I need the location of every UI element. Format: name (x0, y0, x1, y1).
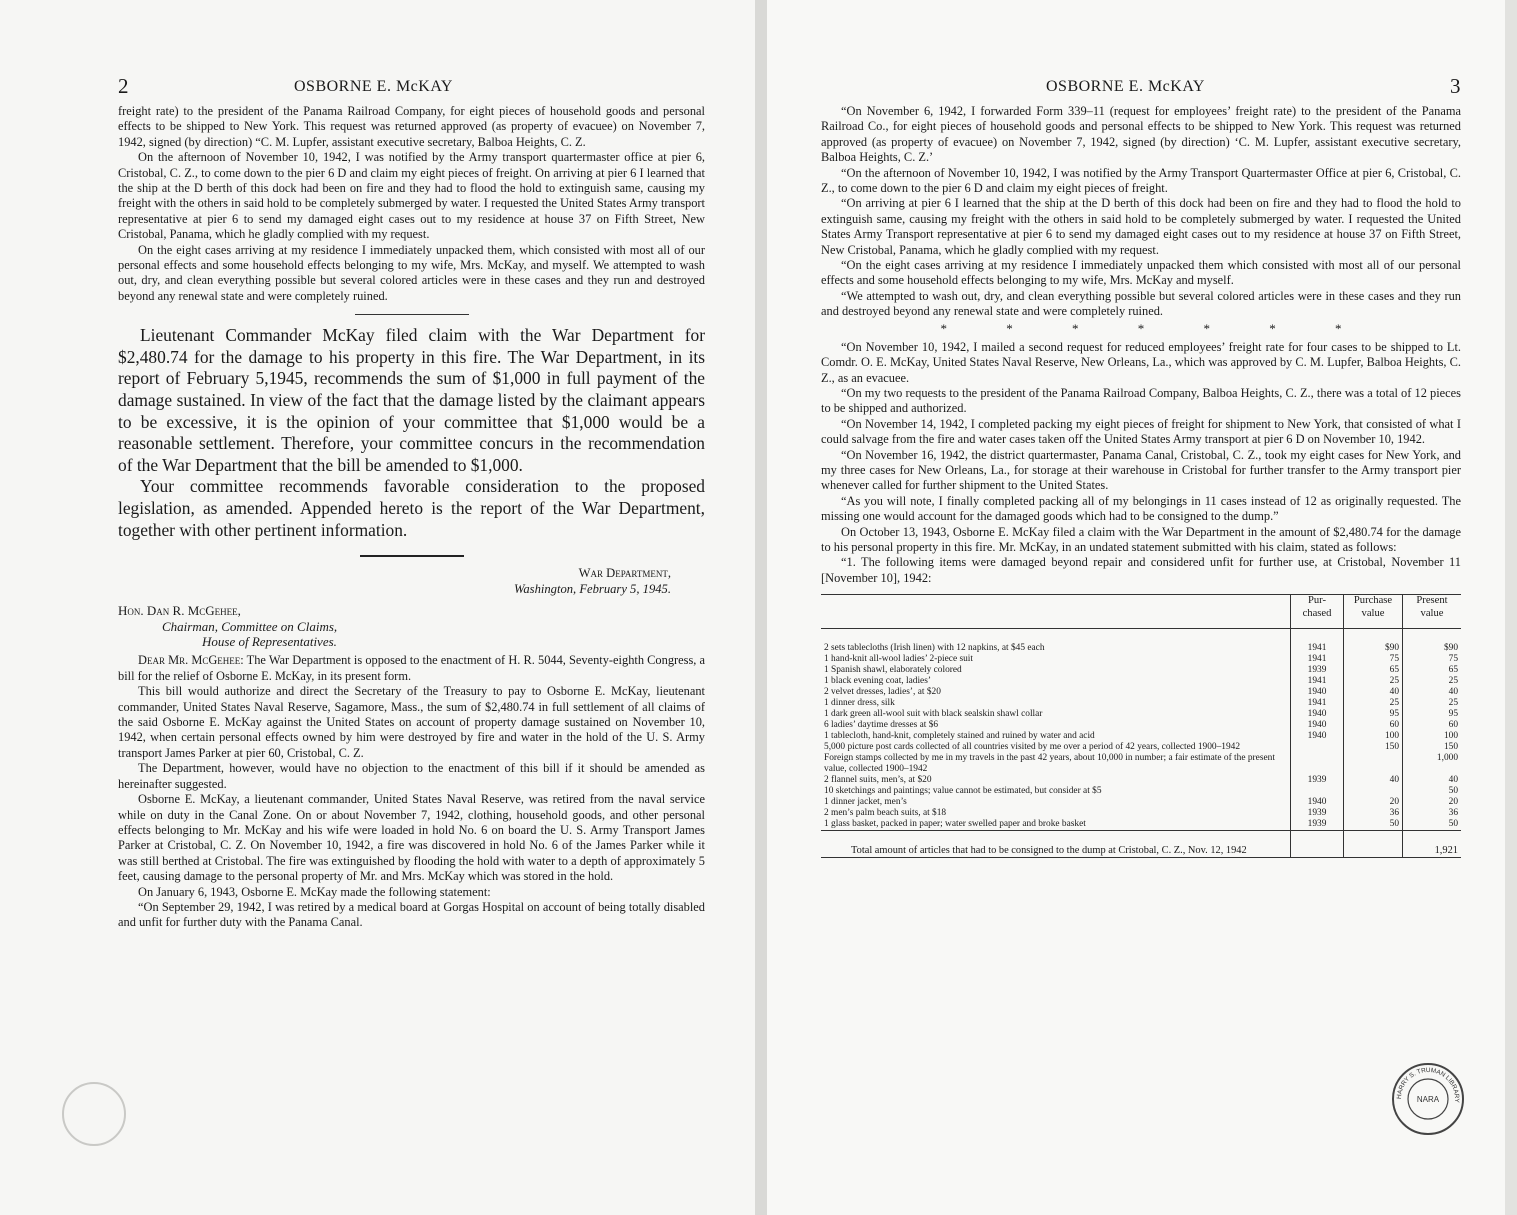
table-row (821, 720, 1461, 731)
total-label: Total amount of articles that had to be consigned to the dump at Cristobal, C. Z., Nov. 12, 1942 (821, 831, 1291, 858)
paragraph: This bill would authorize and direct the Secretary of the Treasury to pay to Osborne E. McKay, lieutenant commander, United States Naval Reserve, Sagamore, Mass., the sum of $2,480.74 in full settlement of all claims of the said Osborne E. McKay against the United States on account of property damage sustained on November 10, 1942, when certain personal effects owned by him were destroyed by fire and water in the hold of the U. S. Army transport James Parker at pier 60, Cristobal, C. Z. (118, 684, 705, 760)
item-year: 1940 (1291, 731, 1344, 742)
item-description: 1 tablecloth, hand-knit, completely stained and ruined by water and acid (824, 731, 1095, 741)
item-purchase-value: 20 (1344, 797, 1403, 808)
total-purchase-value-cell (1344, 831, 1403, 858)
table-row (821, 709, 1461, 720)
table-row (821, 742, 1461, 753)
item-year: 1941 (1291, 698, 1344, 709)
letter-body (118, 653, 705, 930)
item-year: 1940 (1291, 797, 1344, 808)
left-running-title: OSBORNE E. McKAY (294, 78, 453, 95)
item-year: 1939 (1291, 808, 1344, 819)
table-row (821, 629, 1461, 655)
item-purchase-value: 50 (1344, 819, 1403, 831)
page-gutter (755, 0, 767, 1215)
right-page (767, 0, 1505, 1215)
item-description: 5,000 picture post cards collected of all countries visited by me over a period of 42 years, collected 1900–1942 (824, 742, 1241, 752)
paragraph: “On September 29, 1942, I was retired by a medical board at Gorgas Hospital on account of being totally disabled and unfit for further duty with the Panama Canal. (118, 899, 705, 930)
department-name: War Department, (578, 566, 671, 581)
item-description: 1 dark green all-wool suit with black sealskin shawl collar (824, 709, 1043, 719)
item-purchase-value: 40 (1344, 775, 1403, 786)
paragraph: On the eight cases arriving at my residence I immediately unpacked them, which consisted with most all of our personal effects and some household effects belonging to my wife, Mrs. McKay, and myself. We attempted to wash out, dry, and clean everything possible but several colored articles were in these cases and they run and destroyed beyond any renewal state and were completely ruined. (118, 242, 705, 303)
item-description: 1 hand-knit all-wool ladies’ 2-piece suit (824, 654, 974, 664)
damaged-items-table (821, 594, 1461, 858)
stamp-center-text: NARA (1416, 1095, 1440, 1104)
item-purchase-value: 36 (1344, 808, 1403, 819)
item-present-value: 20 (1403, 797, 1462, 808)
paragraph: “On arriving at pier 6 I learned that the ship at the D berth of this dock had been on fire and they had to flood the hold to extinguish same, causing my freight with the others in said hold to be completely submerged by water. I requested the United States Army Transport representative at pier 6 to send my damaged eight cases out to my residence at house 37 on Fifth Street, New Cristobal, Panama, which he gladly complied with my request. (821, 196, 1461, 257)
item-year: 1940 (1291, 720, 1344, 731)
item-description: Foreign stamps collected by me in my travels in the past 42 years, about 10,000 in number; a fair estimate of the present value, collected 1900–1942 (824, 753, 1275, 774)
table-row (821, 797, 1461, 808)
paragraph: freight rate) to the president of the Panama Railroad Company, for eight pieces of household goods and personal effects to be shipped to New York. This request was returned approved (as property of evacuee) on November 7, 1942, signed (by direction) “C. M. Lupfer, assistant executive secretary, Balboa Heights, C. Z. (118, 104, 705, 149)
table-row (821, 753, 1461, 775)
paragraph: The Department, however, would have no objection to the enactment of this bill if it should be amended as hereinafter suggested. (118, 761, 705, 791)
item-year: 1941 (1291, 629, 1344, 655)
item-description: 1 black evening coat, ladies’ (824, 676, 931, 686)
left-quoted-statement (118, 104, 705, 304)
item-purchase-value: 100 (1344, 731, 1403, 742)
letter-rule (360, 555, 464, 557)
right-page-number: 3 (1450, 74, 1461, 98)
table-row (821, 731, 1461, 742)
item-year: 1939 (1291, 665, 1344, 676)
table-header-present-value: Present value (1403, 595, 1462, 629)
item-purchase-value: 25 (1344, 698, 1403, 709)
right-header (821, 74, 1461, 104)
total-value: 1,921 (1403, 831, 1462, 858)
salutation-paragraph (118, 653, 705, 684)
table-row (821, 665, 1461, 676)
item-year: 1939 (1291, 775, 1344, 786)
table-row (821, 698, 1461, 709)
table-header-row (821, 595, 1461, 629)
item-present-value: 25 (1403, 676, 1462, 687)
table-header-purchase-value: Purchase value (1344, 595, 1403, 629)
left-page-number: 2 (118, 74, 129, 98)
item-purchase-value (1344, 753, 1403, 775)
paragraph: Osborne E. McKay, a lieutenant commander, United States Naval Reserve, was retired from the naval service while on duty in the Canal Zone. On or about November 7, 1942, clothing, household goods, and other personal effects belonging to Mr. McKay and his wife were loaded in hold No. 6 on board the U. S. Army Transport James Parker at Cristobal, C. Z. On November 10, 1942, a fire was discovered in hold No. 6 of the James Parker while it was still berthed at Cristobal. The fire was extinguished by flooding the hold with water to a depth of approximately 5 feet, causing damage to the personal property of Mr. and Mrs. McKay which was stored in the hold. (118, 792, 705, 884)
item-purchase-value: 65 (1344, 665, 1403, 676)
item-present-value: 1,000 (1403, 753, 1462, 775)
addressee-org: House of Representatives. (202, 634, 337, 650)
item-description: 2 sets tablecloths (Irish linen) with 12 napkins, at $45 each (824, 643, 1045, 653)
letter-opening: The War Department is opposed to the enactment of H. R. 5044, Seventy-eighth Congress, a bill for the relief of Osborne E. McKay, in its present form. (118, 653, 706, 683)
item-year: 1939 (1291, 819, 1344, 831)
item-present-value: 150 (1403, 742, 1462, 753)
item-year: 1941 (1291, 676, 1344, 687)
table-row (821, 676, 1461, 687)
right-statement-b (821, 340, 1461, 587)
table-header-description (821, 595, 1291, 629)
item-present-value: 40 (1403, 687, 1462, 698)
item-present-value: 65 (1403, 665, 1462, 676)
committee-report (118, 325, 705, 541)
paragraph: “1. The following items were damaged beyond repair and considered unfit for further use, at Cristobal, November 11 [November 10], 1942: (821, 555, 1461, 585)
item-description: 2 velvet dresses, ladies’, at $20 (824, 687, 941, 697)
item-present-value: 36 (1403, 808, 1462, 819)
table-header-purchased: Pur-chased (1291, 595, 1344, 629)
item-present-value: 25 (1403, 698, 1462, 709)
addressee-title: Chairman, Committee on Claims, (162, 618, 338, 634)
library-stamp-icon (1391, 1062, 1465, 1136)
item-present-value: 50 (1403, 819, 1462, 831)
item-present-value: 100 (1403, 731, 1462, 742)
item-present-value: 60 (1403, 720, 1462, 731)
paragraph: “We attempted to wash out, dry, and clean everything possible but several colored articles were in these cases and they run and destroyed beyond any renewal state and were completely ruined. (821, 288, 1461, 319)
table-row (821, 808, 1461, 819)
item-purchase-value: $90 (1344, 629, 1403, 655)
item-year (1291, 742, 1344, 753)
table-row (821, 775, 1461, 786)
paragraph: On October 13, 1943, Osborne E. McKay filed a claim with the War Department in the amount of $2,480.74 for the damage to his personal property in this fire. Mr. McKay, in an undated statement submitted with his claim, stated as follows: (821, 524, 1461, 554)
paragraph: “On November 6, 1942, I forwarded Form 339–11 (request for employees’ freight rate) to the president of the Panama Railroad Co., for eight pieces of household goods and personal effects to be shipped to New York. This request was returned approved (as property of evacuee) on November 7, 1942, signed (by direction) ‘C. M. Lupfer, assistant executive secretary, Balboa Heights, C. Z.’ (821, 104, 1461, 165)
item-present-value: 40 (1403, 775, 1462, 786)
paragraph: Lieutenant Commander McKay filed claim with the War Department for $2,480.74 for the damage to his property in this fire. The War Department, in its report of February 5,1945, recommends the sum of $1,000 in full payment of the damage sustained. In view of the fact that the damage listed by the claimant appears to be excessive, it is the opinion of your committee that $1,000 would be a reasonable settlement. Therefore, your committee concurs in the recommendation of the War Department that the bill be amended to $1,000. (118, 325, 705, 475)
item-description: 1 glass basket, packed in paper; water swelled paper and broke basket (824, 819, 1086, 829)
item-year: 1940 (1291, 687, 1344, 698)
item-purchase-value: 60 (1344, 720, 1403, 731)
table-total-row (821, 831, 1461, 858)
item-year (1291, 753, 1344, 775)
left-header (118, 74, 705, 104)
item-purchase-value: 95 (1344, 709, 1403, 720)
item-purchase-value: 150 (1344, 742, 1403, 753)
item-year (1291, 786, 1344, 797)
left-page (0, 0, 755, 1215)
item-description: 1 dinner jacket, men’s (824, 797, 907, 807)
table-row (821, 786, 1461, 797)
item-description: 1 Spanish shawl, elaborately colored (824, 665, 962, 675)
faint-stamp-icon (62, 1082, 126, 1146)
item-purchase-value (1344, 786, 1403, 797)
item-description: 10 sketchings and paintings; value cannot be estimated, but consider at $5 (824, 786, 1102, 796)
page-edge (1505, 0, 1517, 1215)
item-present-value: 50 (1403, 786, 1462, 797)
table-row (821, 687, 1461, 698)
ellipsis-stars: * * * * * * * (940, 320, 1342, 336)
stamp-ring-text: HARRY S. TRUMAN LIBRARY (1395, 1066, 1461, 1103)
item-year: 1941 (1291, 654, 1344, 665)
item-purchase-value: 25 (1344, 676, 1403, 687)
addressee-name: Hon. Dan R. McGehee, (118, 603, 241, 619)
paragraph: “On November 14, 1942, I completed packing my eight pieces of freight for shipment to New York, that consisted of what I could salvage from the fire and water cases taken off the United States Army transport at pier 6 D on November 10, 1942. (821, 416, 1461, 447)
paragraph: “As you will note, I finally completed packing all of my belongings in 11 cases instead of 12 as originally requested. The missing one would account for the damaged goods which had to be consigned to the dump.” (821, 493, 1461, 524)
item-purchase-value: 40 (1344, 687, 1403, 698)
paragraph: On the afternoon of November 10, 1942, I was notified by the Army transport quartermaster office at pier 6, Cristobal, C. Z., to come down to the pier 6 D and claim my eight pieces of freight. On arriving at pier 6 I learned that the ship at the D berth of this dock had been on fire and they had to flood the hold to extinguish same, causing my freight with the others in said hold to be completely submerged by water. I requested the United States Army transport representative at pier 6 to send my damaged eight cases out to my residence at house 37 on Fifth Street, New Cristobal, Panama, which he gladly complied with my request. (118, 150, 705, 242)
item-description: 2 flannel suits, men’s, at $20 (824, 775, 932, 785)
paragraph: “On the afternoon of November 10, 1942, I was notified by the Army Transport Quartermaster Office at pier 6, Cristobal, C. Z., to come down to the pier 6 D and claim my eight pieces of freight. (821, 165, 1461, 196)
library-stamp (1391, 1062, 1465, 1136)
paragraph: On January 6, 1943, Osborne E. McKay made the following statement: (138, 884, 491, 899)
salutation: Dear Mr. McGehee: (138, 653, 244, 668)
paragraph: Your committee recommends favorable consideration to the proposed legislation, as amended. Appended hereto is the report of the War Department, together with other pertinent information. (118, 476, 705, 540)
item-present-value: 95 (1403, 709, 1462, 720)
paragraph: “On my two requests to the president of the Panama Railroad Company, Balboa Heights, C. Z., there was a total of 12 pieces to be shipped and authorized. (821, 385, 1461, 416)
table-row (821, 654, 1461, 665)
section-rule (355, 314, 469, 315)
right-statement-a (821, 104, 1461, 320)
total-purchased-cell (1291, 831, 1344, 858)
item-description: 2 men’s palm beach suits, at $18 (824, 808, 947, 818)
addressee (118, 603, 705, 649)
item-present-value: 75 (1403, 654, 1462, 665)
paragraph: “On the eight cases arriving at my residence I immediately unpacked them which consisted with most all of our personal effects and some household effects belonging to my wife, Mrs. McKay and myself. (821, 258, 1461, 288)
item-purchase-value: 75 (1344, 654, 1403, 665)
table-row (821, 819, 1461, 831)
item-year: 1940 (1291, 709, 1344, 720)
paragraph: “On November 16, 1942, the district quartermaster, Panama Canal, Cristobal, C. Z., took my eight cases for New York, and my three cases for New Orleans, La., for storage at their warehouse in Cristobal for further transfer to the Army transport pier whenever called for further shipment to the United States. (821, 447, 1461, 493)
letter-date: Washington, February 5, 1945. (514, 582, 671, 597)
paragraph: “On November 10, 1942, I mailed a second request for reduced employees’ freight rate for four cases to be shipped to Lt. Comdr. O. E. McKay, United States Naval Reserve, New Orleans, La., which was approved by C. M. Lupfer, Balboa Heights, C. Z., as an evacuee. (821, 339, 1461, 385)
item-description: 6 ladies’ daytime dresses at $6 (824, 720, 939, 730)
item-description: 1 dinner dress, silk (824, 698, 895, 708)
item-present-value: $90 (1403, 629, 1462, 655)
letterhead (118, 565, 705, 597)
right-running-title: OSBORNE E. McKAY (1046, 78, 1205, 95)
